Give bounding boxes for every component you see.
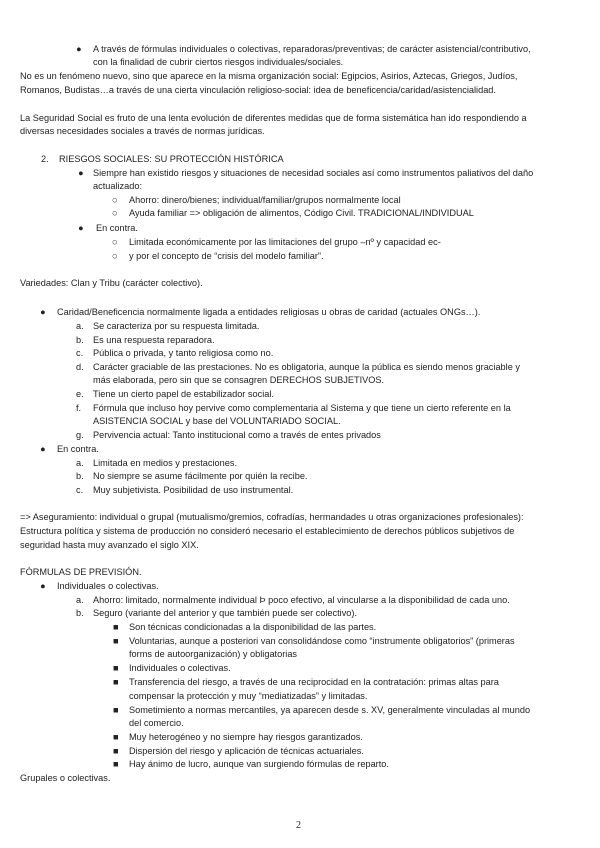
text-line: No siempre se asume fácilmente por quién la recibe.	[93, 471, 308, 481]
text-line: Ayuda familiar => obligación de alimentos, Código Civil. TRADICIONAL/INDIVIDUAL	[129, 208, 474, 218]
text-line: Carácter graciable de las prestaciones. No es obligatoria, aunque la pública es siendo menos graciable y	[93, 362, 520, 372]
square-bullet: ■	[113, 636, 119, 646]
circle-bullet: ○	[112, 195, 118, 205]
text-line: actualizado:	[93, 181, 143, 191]
list-marker: c.	[76, 348, 84, 358]
circle-bullet: ○	[112, 208, 118, 218]
text-line: => Aseguramiento: individual o grupal (mutualismo/gremios, cofradías, hermandades u otras organizaciones profesionales):	[20, 512, 524, 522]
text-line: No es un fenómeno nuevo, sino que aparece en la misma organización social: Egipcios, Asirios, Aztecas, Griegos, Judíos,	[20, 71, 518, 81]
square-bullet: ■	[113, 746, 119, 756]
text-line: Hay ánimo de lucro, aunque van surgiendo fórmulas de reparto.	[129, 759, 389, 769]
list-marker: a.	[76, 321, 84, 331]
text-line: más elaborada, pero sin que se consagren DERECHOS SUBJETIVOS.	[93, 375, 385, 385]
text-line: forms de autoorganización) y obligatorias	[129, 649, 298, 659]
text-line: Variedades: Clan y Tribu (carácter colectivo).	[20, 278, 203, 288]
bullet-dot: ●	[76, 44, 82, 54]
text-line: Limitada en medios y prestaciones.	[93, 458, 238, 468]
square-bullet: ■	[113, 622, 119, 632]
bullet-dot: ●	[40, 581, 46, 591]
text-line: Es una respuesta reparadora.	[93, 335, 215, 345]
text-line: Pervivencia actual: Tanto institucional como a través de entes privados	[93, 430, 381, 440]
text-line: Muy subjetivista. Posibilidad de uso instrumental.	[93, 485, 294, 495]
square-bullet: ■	[113, 705, 119, 715]
list-marker: d.	[76, 362, 84, 372]
bullet-dot: ●	[78, 223, 84, 233]
text-line: del comercio.	[129, 718, 184, 728]
section-heading: FÓRMULAS DE PREVISIÓN.	[20, 567, 142, 577]
square-bullet: ■	[113, 759, 119, 769]
list-marker: f.	[76, 403, 82, 413]
text-line: Grupales o colectivas.	[20, 773, 111, 783]
text-line: Fórmula que incluso hoy pervive como complementaria al Sistema y que tiene un cierto referente en la	[93, 403, 511, 413]
text-line: Pública o privada, y tanto religiosa como no.	[93, 348, 274, 358]
text-line: Caridad/Beneficencia normalmente ligada a entidades religiosas u obras de caridad (actuales ONGs…).	[57, 307, 481, 317]
text-line: Dispersión del riesgo y aplicación de técnicas actuariales.	[129, 746, 364, 756]
text-line: Limitada económicamente por las limitaciones del grupo –nº y capacidad ec-	[129, 237, 441, 247]
page-number: 2	[296, 820, 301, 831]
section-number: 2.	[41, 154, 49, 164]
list-marker: g.	[76, 430, 84, 440]
text-line: Transferencia del riesgo, a través de una reciprocidad en la contratación: primas altas para	[129, 677, 499, 687]
text-line: Individuales o colectivas.	[57, 581, 159, 591]
text-line: En contra.	[57, 444, 99, 454]
section-heading: RIESGOS SOCIALES: SU PROTECCIÓN HISTÓRICA	[59, 154, 284, 164]
text-line: Siempre han existido riesgos y situaciones de necesidad sociales así como instrumentos paliativos del daño	[93, 168, 534, 178]
text-line: Muy heterogéneo y no siempre hay riesgos garantizados.	[129, 732, 363, 742]
text-line: Estructura política y sistema de producción no consideró necesario el establecimiento de derechos públicos subjetivos de	[20, 526, 515, 536]
bullet-dot: ●	[78, 168, 84, 178]
list-marker: c.	[76, 485, 84, 495]
square-bullet: ■	[113, 677, 119, 687]
text-line: con la finalidad de cubrir ciertos riesgos individuales/sociales.	[93, 57, 344, 67]
text-line: Individuales o colectivas.	[129, 663, 231, 673]
list-marker: a.	[76, 595, 84, 605]
text-line: A través de fórmulas individuales o colectivas, reparadoras/preventivas; de carácter asistencial/contributivo,	[93, 44, 531, 54]
list-marker: a.	[76, 458, 84, 468]
text-line: La Seguridad Social es fruto de una lenta evolución de diferentes medidas que de forma sistemática han ido respondiendo a	[20, 113, 527, 123]
circle-bullet: ○	[112, 251, 118, 261]
list-marker: b.	[76, 471, 84, 481]
text-line: Tiene un cierto papel de estabilizador social.	[93, 389, 274, 399]
text-line: Voluntarias, aunque a posteriori van consolidándose como “instrumente obligatorios” (primeras	[129, 636, 515, 646]
list-marker: b.	[76, 335, 84, 345]
text-line: y por el concepto de “crisis del modelo familiar”.	[129, 251, 324, 261]
text-line: En contra.	[96, 223, 138, 233]
text-line: Sometimiento a normas mercantiles, ya aparecen desde s. XV, generalmente vinculadas al mundo	[129, 705, 531, 715]
circle-bullet: ○	[112, 237, 118, 247]
square-bullet: ■	[113, 732, 119, 742]
text-line: seguridad hasta muy avanzado el siglo XIX.	[20, 540, 199, 550]
bullet-dot: ●	[40, 444, 46, 454]
text-line: Ahorro: limitado, normalmente individual Þ poco efectivo, al vincularse a la disponibilidad de cada uno.	[93, 595, 510, 605]
square-bullet: ■	[113, 663, 119, 673]
text-line: Romanos, Budistas…a través de una cierta vinculación religioso-social: idea de beneficencia/caridad/asistencialidad.	[20, 85, 496, 95]
text-line: Son técnicas condicionadas a la disponibilidad de las partes.	[129, 622, 377, 632]
bullet-dot: ●	[40, 307, 46, 317]
text-line: diversas necesidades sociales a través de normas jurídicas.	[20, 126, 265, 136]
text-line: Se caracteriza por su respuesta limitada.	[93, 321, 260, 331]
text-line: compensar la protección y muy “mediatizadas” y limitadas.	[129, 691, 368, 701]
list-marker: e.	[76, 389, 84, 399]
text-line: ASISTENCIA SOCIAL y base del VOLUNTARIADO SOCIAL.	[93, 416, 341, 426]
text-line: Seguro (variante del anterior y que también puede ser colectivo).	[93, 608, 358, 618]
list-marker: b.	[76, 608, 84, 618]
text-line: Ahorro: dinero/bienes; individual/familiar/grupos normalmente local	[129, 195, 401, 205]
